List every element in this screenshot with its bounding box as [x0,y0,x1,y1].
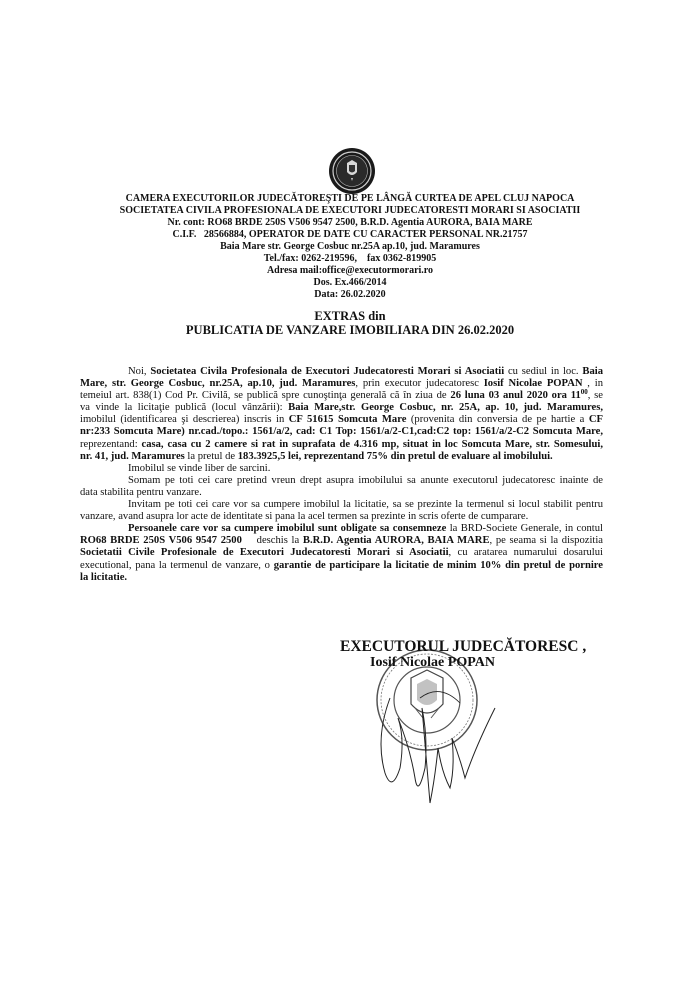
text: , pe seama si la dispozitia [489,535,603,547]
auction-location: Baia Mare,str. George Cosbuc, nr. 25A, ap. 10, jud. Maramures, [288,402,603,414]
text: cu sediul in loc. [504,366,583,377]
header-email: Adresa mail:office@executormorari.ro [266,265,434,276]
cadastral-info: nr:233 Somcuta Mare) nr.cad./topo.: 1561/a/2, cad: C1 Top: 1561/a/2-C1,cad:C2 top: 1561/a/2-C2 Somcuta Mare, [80,426,603,438]
p5-line-2 [80,535,603,547]
p3-line-2: data stabilita pentru vanzare. [80,486,202,498]
coat-of-arms-seal-icon [328,147,376,195]
text: reprezentand: [80,438,142,450]
bank-agency: B.R.D. Agentia AURORA, BAIA MARE [302,535,490,547]
document-header [60,193,640,301]
text: Baia [582,366,603,377]
text: la pretul de [184,450,238,462]
text: CF [588,414,603,426]
p3-line-1: Somam pe toti cei care pretind vreun drept asupra imobilului sa anunte executorul judecatoresc inainte de [128,474,603,486]
property-description: casa, casa cu 2 camere si rat in suprafata de 4.316 mp, situat in loc Somcuta Mare, str. Somesului, [141,438,603,450]
p1-line-8 [80,451,603,463]
text: , se [587,390,604,402]
header-company: SOCIETATEA CIVILA PROFESIONALA DE EXECUTORI JUDECATORESTI MORARI SI ASOCIATII [119,205,581,216]
p5-line-4 [80,560,603,572]
text: la licitatie. [80,571,128,583]
text: 26 luna 03 anul 2020 ora 11 [450,390,581,402]
handwritten-signature-icon [370,678,510,808]
text: executional, pana la termenul de vanzare, o [80,559,274,571]
p1-line-1 [80,366,603,378]
p1-line-3 [80,390,603,402]
account-number: RO68 BRDE 250S V506 9547 2500 [80,535,242,547]
p1-line-2 [80,378,603,390]
text: temeiul art. 838(1) Cod Pr. Civilă, se publică spre cunoştinţa generală că în ziua de [80,390,451,402]
company-name: Societatea Civila Profesionala de Executori Judecatoresti Morari si Asociatii [150,366,505,377]
header-cif: C.I.F. 28566884, OPERATOR DE DATE CU CARACTER PERSONAL NR.21757 [172,229,528,240]
p1-line-5 [80,414,603,426]
document-title [60,309,640,337]
signature-name: Iosif Nicolae POPAN [370,655,495,670]
header-chamber: CAMERA EXECUTORILOR JUDECĂTOREŞTI DE PE LÂNGĂ CURTEA DE APEL CLUJ NAPOCA [125,193,575,204]
address: Mare, str. George Cosbuc, nr.25A, ap.10, jud. Maramures [80,378,356,390]
header-date: Data: 26.02.2020 [314,289,386,300]
signature-title: EXECUTORUL JUDECĂTORESC , [340,638,587,655]
guarantee: garantie de participare la licitatie de minim 10% din pretul de pornire [273,559,604,571]
executor-name: Iosif Nicolae POPAN [483,378,583,390]
text: Noi, [128,366,151,377]
p5-line-1 [80,523,603,535]
p2-line-1: Imobilul se vinde liber de sarcini. [128,462,271,474]
text: nr. 41, jud. Maramures [80,450,185,462]
header-account: Nr. cont: RO68 BRDE 250S V506 9547 2500, B.R.D. Agentia AURORA, BAIA MARE [167,217,533,228]
document-body [80,366,603,584]
price: 183.3925,5 lei, reprezentand 75% din pretul de evaluare al imobilului. [237,450,553,462]
text: la BRD-Societe Generale, in contul [446,523,603,535]
auction-date [450,390,587,401]
p5-line-5 [80,572,603,584]
text: , cu aratarea numarului dosarului [448,547,603,559]
text: , in [582,378,603,390]
text: Persoanele care vor sa cumpere imobilul sunt obligate sa consemneze [128,523,447,535]
p4-line-2: vanzare, avand asupra lor acte de identitate si pana la acel termen sa prezinte in scris oferte de cumparare. [80,511,529,523]
header-address: Baia Mare str. George Cosbuc nr.25A ap.10, jud. Maramures [220,241,480,252]
text: , prin executor judecatoresc [355,378,484,390]
title-line-1: EXTRAS din [314,309,386,323]
p5-line-3 [80,547,603,559]
company-name: Societatii Civile Profesionale de Executori Judecatoresti Morari si Asociatii [80,547,449,559]
text: va vinde la licitaţie publică (locul vânzării): [80,402,289,414]
text: (provenita din conversia de pe hartie a [406,414,589,426]
header-phone: Tel./fax: 0262-219596, fax 0362-819905 [263,253,437,264]
text: imobilul (identificarea şi descrierea) inscris in [80,414,289,426]
header-case-number: Dos. Ex.466/2014 [313,277,387,288]
p1-line-7 [80,439,603,451]
p1-line-4 [80,402,603,414]
title-line-2: PUBLICATIA DE VANZARE IMOBILIARA DIN 26.02.2020 [185,323,515,337]
p1-line-6 [80,426,603,438]
text: deschis la [241,535,303,547]
land-registry: CF 51615 Somcuta Mare [288,414,407,426]
minutes: 00 [580,388,588,397]
p4-line-1: Invitam pe toti cei care vor sa cumpere imobilul la licitatie, sa se prezinte la termenul si locul stabilit pentru [128,499,603,511]
